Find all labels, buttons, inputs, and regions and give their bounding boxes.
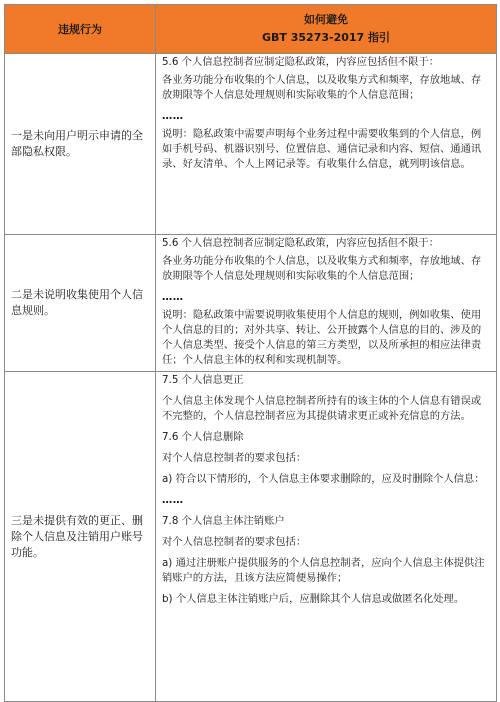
header-violation: 违规行为	[5, 5, 156, 54]
guidance-clause: 7.6 个人信息删除	[162, 431, 244, 443]
guidance-cell	[156, 54, 497, 235]
table-row	[5, 235, 497, 372]
guidance-text: b) 个人信息主体注销账户后，应删除其个人信息或做匿名化处理。	[162, 593, 465, 605]
header-guidance-standard: GBT 35273-2017 指引	[261, 31, 391, 44]
guidance-text: 对个人信息控制者的要求包括：	[162, 452, 307, 464]
header-guidance-title: 如何避免	[304, 13, 348, 26]
guidance-text: a) 符合以下情形的，个人信息主体要求删除的，应及时删除个人信息：	[162, 473, 485, 485]
violation-cell: 三是未提供有效的更正、删除个人信息及注销用户账号功能。	[5, 372, 156, 702]
guidance-cell	[156, 372, 497, 702]
guidance-text: 各业务功能分布收集的个人信息，以及收集方式和频率，存放地域、存放期限等个人信息处理规则和实际收集的个人信息范围；	[162, 74, 482, 101]
guidance-clause: 7.8 个人信息主体注销账户	[162, 515, 285, 527]
violation-cell: 一是未向用户明示申请的全部隐私权限。	[5, 54, 156, 235]
guidance-text: 个人信息主体发现个人信息控制者所持有的该主体的个人信息有错误或不完整的，个人信息控制者应为其提供请求更正或补充信息的方法。	[162, 395, 482, 422]
ellipsis: ……	[162, 110, 184, 122]
violation-cell: 二是未说明收集使用个人信息规则。	[5, 235, 156, 372]
ellipsis: ……	[162, 291, 184, 303]
header-row	[5, 5, 497, 54]
guidance-clause: 5.6 个人信息控制者应制定隐私政策，内容应包括但不限于：	[162, 56, 440, 68]
guidance-clause: 7.5 个人信息更正	[162, 374, 244, 386]
header-guidance	[156, 5, 497, 54]
guidance-note: 说明：隐私政策中需要说明收集使用个人信息的规则，例如收集、使用个人信息的目的；对外共享、转让、公开披露个人信息的目的、涉及的个人信息类型、接受个人信息的第三方类型，以及所承担的相应法律责任；个人信息主体的权利和实现机制等。	[162, 309, 482, 366]
compliance-table	[4, 4, 497, 702]
table-row	[5, 372, 497, 702]
guidance-text: 对个人信息控制者的要求包括：	[162, 536, 307, 548]
guidance-text: a) 通过注册账户提供服务的个人信息控制者，应向个人信息主体提供注销账户的方法，且该方法应简便易操作；	[162, 557, 485, 584]
guidance-note: 说明：隐私政策中需要声明每个业务过程中需要收集到的个人信息，例如手机号码、机器识别号、位置信息、通信记录和内容、短信、通通讯录、好友清单、个人上网记录等。有收集什么信息，就列明该信息。	[162, 128, 482, 170]
guidance-clause: 5.6 个人信息控制者应制定隐私政策，内容应包括但不限于：	[162, 237, 440, 249]
guidance-cell	[156, 235, 497, 372]
ellipsis: ……	[162, 494, 184, 506]
guidance-text: 各业务功能分布收集的个人信息，以及收集方式和频率，存放地域、存放期限等个人信息处理规则和实际收集的个人信息范围；	[162, 255, 482, 282]
table-row	[5, 54, 497, 235]
